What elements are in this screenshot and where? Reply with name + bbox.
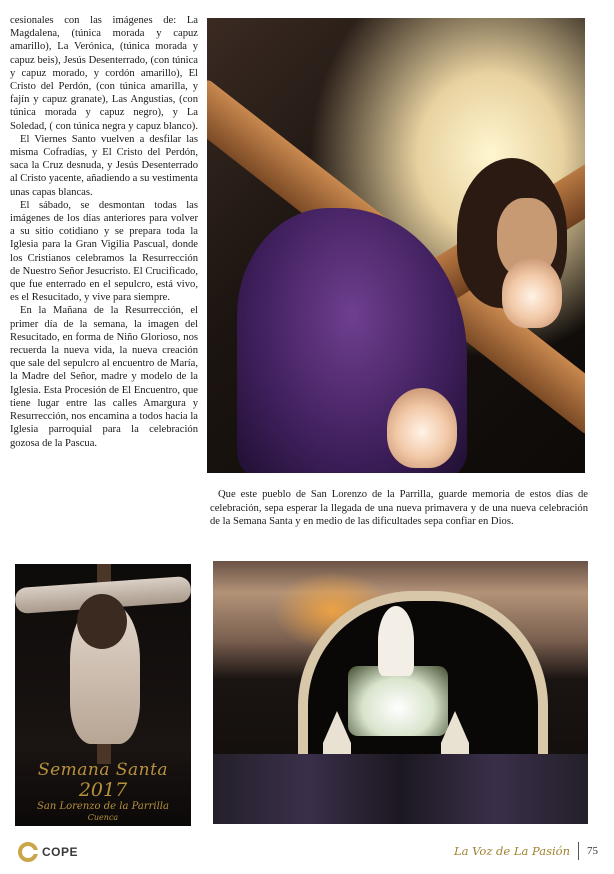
article-paragraph: El Viernes Santo vuelven a desfilar las misma Cofradías, y El Cristo del Perdón, saca la Cruz desnuda, y Jesús Desenterrado al Cristo yacente, añadiendo a su vestimenta unas capas blancas. xyxy=(10,133,198,198)
closing-paragraph: Que este pueblo de San Lorenzo de la Parrilla, guarde memoria de estos días de celebración, sepa esperar la llegada de una nueva primavera y de una nueva celebración de la Semana Santa y en medio de las dificultades sepa confiar en Dios. xyxy=(210,489,588,527)
article-paragraph: En la Mañana de la Resurrección, el primer día de la semana, la imagen del Resucitado, en forma de Niño Glorioso, nos recuerda la nueva vida, la nueva creación que sale del sepulcro al encuentro de María, la Madre del Señor, madre y modelo de la Iglesia. Esta Procesión de El Encuentro, que tiene lugar entre las calles Amargura y Resurrección, nos encamina a todos hacia la Iglesia parroquial para la celebración gozosa de la Pascua. xyxy=(10,305,198,449)
cope-logo xyxy=(18,842,78,862)
poster-year: 2017 xyxy=(78,779,128,801)
magazine-title: La Voz de La Pasión xyxy=(454,844,570,858)
page-footer xyxy=(454,842,598,860)
poster-province: Cuenca xyxy=(87,813,119,822)
photo-procession-night xyxy=(213,561,588,824)
poster-place: San Lorenzo de la Parrilla xyxy=(37,801,169,812)
cope-logo-text: COPE xyxy=(42,845,79,859)
article-paragraph: El sábado, se desmontan todas las imágenes de los días anteriores para volver a su sitio cotidiano y se prepara toda la Iglesia para la Gran Vigilia Pascual, donde los Cristianos celebramos la Resurrección de Nuestro Señor Jesucristo. El Crucificado, que fue enterrado en el sepulcro, está vivo, es el Resucitado, y vive para siempre. xyxy=(10,199,198,304)
poster-title: Semana Santa xyxy=(37,760,169,780)
photo-semana-santa-poster xyxy=(15,564,191,826)
article-text-column xyxy=(10,14,198,450)
article-paragraph: cesionales con las imágenes de: La Magdalena, (túnica morada y capuz amarillo), La Verónica, (túnica morada y capuz beis), Jesús Desenterrado, (con túnica y capuz morado, y cordón amarillo), El Cristo del Perdón, (con túnica amarilla, y fajín y capuz granate), Las Angustias, (con túnica morada y capuz negro), y La Soledad, ( con túnica negra y capuz blanco). xyxy=(10,15,198,132)
cope-logo-icon xyxy=(18,842,38,862)
page-number: 75 xyxy=(587,845,598,857)
photo-jesus-with-cross xyxy=(207,18,585,473)
footer-divider xyxy=(578,842,579,860)
